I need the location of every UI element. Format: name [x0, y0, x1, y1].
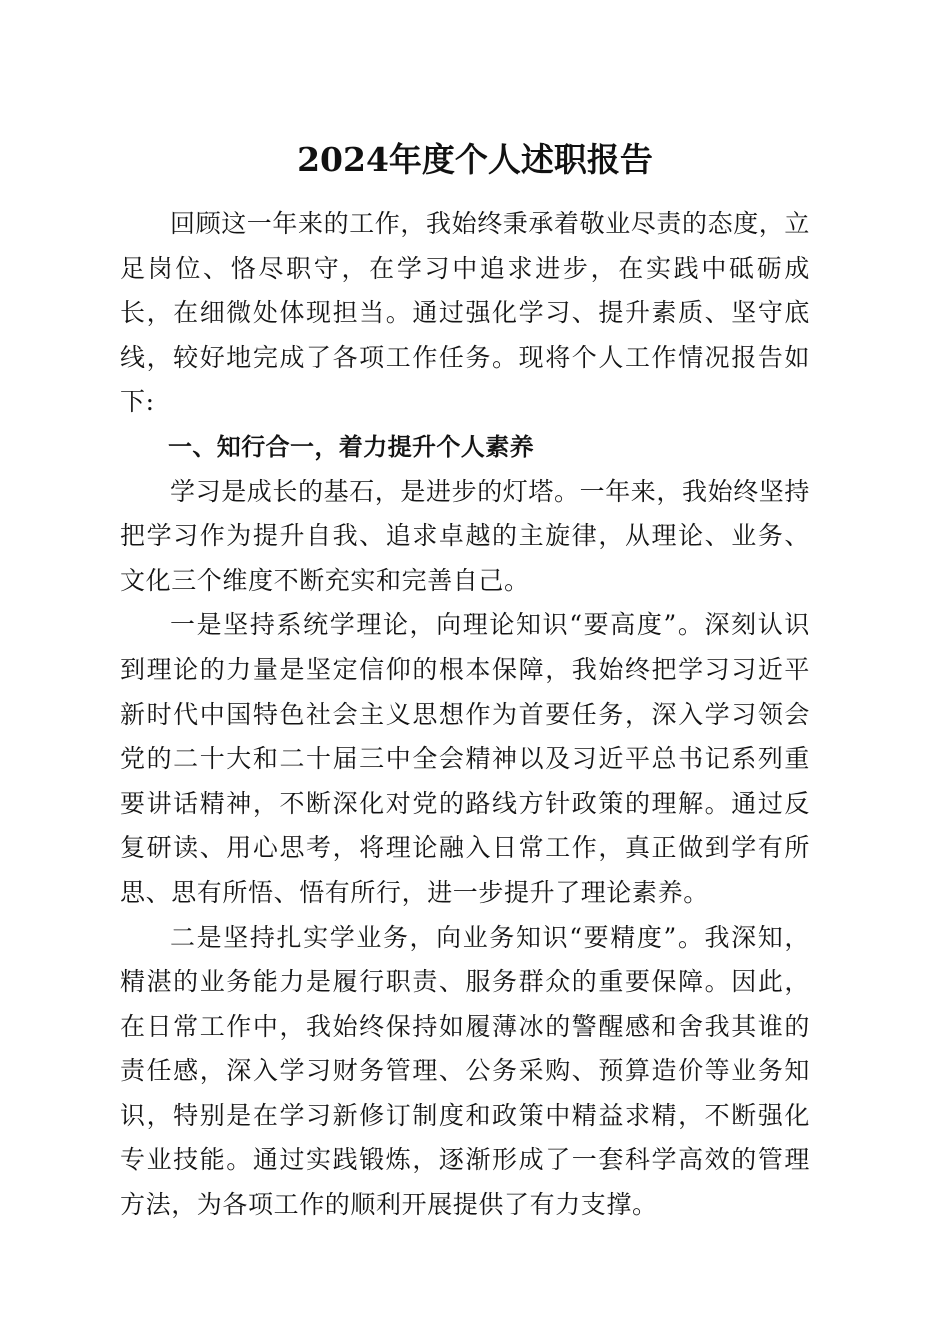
paragraph-business: 二是坚持扎实学业务，向业务知识“要精度”。我深知，精湛的业务能力是履行职责、服务群众的重要保障。因此，在日常工作中，我始终保持如履薄冰的警醒感和舍我其谁的责任感，深入学习财务管理、公务采购、预算造价等业务知识，特别是在学习新修订制度和政策中精益求精，不断强化专业技能。通过实践锻炼，逐渐形成了一套科学高效的管理方法，为各项工作的顺利开展提供了有力支撑。	[120, 922, 810, 1220]
document-title: 2024年度个人述职报告	[297, 140, 653, 179]
paragraph-theory: 一是坚持系统学理论，向理论知识“要高度”。深刻认识到理论的力量是坚定信仰的根本保障，我始终把学习习近平新时代中国特色社会主义思想作为首要任务，深入学习领会党的二十大和二十届三中全会精神以及习近平总书记系列重要讲话精神，不断深化对党的路线方针政策的理解。通过反复研读、用心思考，将理论融入日常工作，真正做到学有所思、思有所悟、悟有所行，进一步提升了理论素养。	[120, 610, 810, 907]
section-heading-1: 一、知行合一，着力提升个人素养	[168, 432, 534, 461]
document-body	[120, 202, 810, 1228]
paragraph-learning: 学习是成长的基石，是进步的灯塔。一年来，我始终坚持把学习作为提升自我、追求卓越的主旋律，从理论、业务、文化三个维度不断充实和完善自己。	[120, 476, 811, 595]
paragraph-intro: 回顾这一年来的工作，我始终秉承着敬业尽责的态度，立足岗位、恪尽职守，在学习中追求进步，在实践中砥砺成长，在细微处体现担当。通过强化学习、提升素质、坚守底线，较好地完成了各项工作任务。现将个人工作情况报告如下:	[120, 209, 811, 417]
